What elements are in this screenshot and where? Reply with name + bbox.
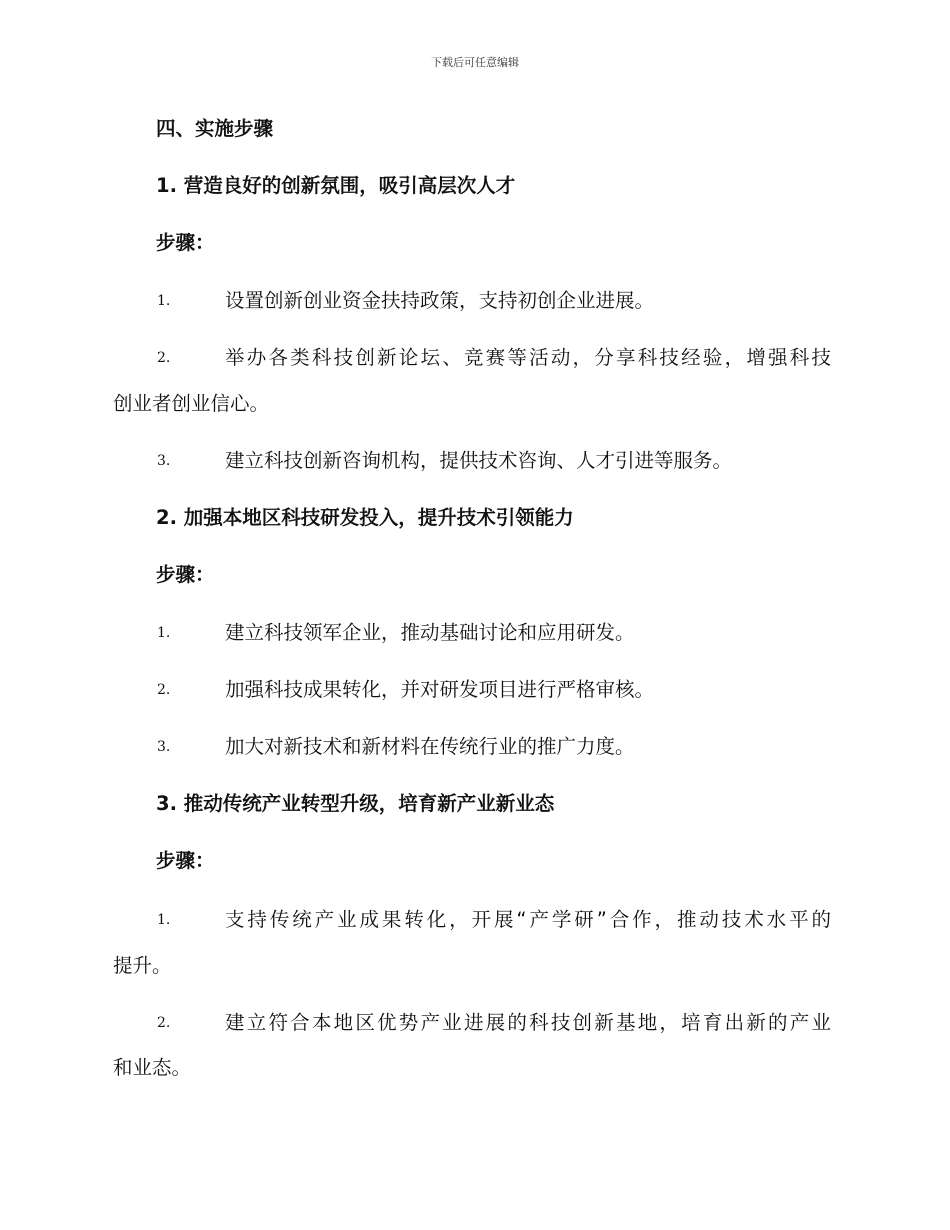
page-header: 下载后可任意编辑 [431,56,519,69]
steps-label: 步骤： [156,231,215,254]
list-item-number: 2. [157,1015,171,1031]
list-item-number: 2. [157,682,171,698]
steps-label: 步骤： [156,849,215,872]
list-item-continuation: 创业者创业信心。 [113,392,270,415]
list-item-number: 3. [157,739,171,755]
list-item-number: 1. [157,912,171,928]
list-item-text: 加大对新技术和新材料在传统行业的推广力度。 [225,735,635,758]
list-item-continuation: 和业态。 [113,1056,192,1079]
list-item-text: 加强科技成果转化，并对研发项目进行严格审核。 [225,678,655,701]
list-item-text: 建立科技领军企业，推动基础讨论和应用研发。 [225,621,635,644]
list-item-text: 设置创新创业资金扶持政策，支持初创企业进展。 [225,289,655,312]
subsection-heading-1: 1. 营造良好的创新氛围，吸引高层次人才 [156,174,516,197]
list-item-continuation: 提升。 [113,954,172,977]
list-item-number: 2. [157,350,171,366]
subsection-heading-2: 2. 加强本地区科技研发投入，提升技术引领能力 [156,506,574,529]
steps-label: 步骤： [156,563,215,586]
list-item-number: 1. [157,625,171,641]
list-item-text: 支持传统产业成果转化，开展“产学研”合作，推动技术水平的 [225,908,831,931]
list-item-number: 3. [157,453,171,469]
section-title: 四、实施步骤 [156,117,274,140]
list-item-text: 举办各类科技创新论坛、竞赛等活动，分享科技经验，增强科技 [225,346,831,369]
list-item-text: 建立科技创新咨询机构，提供技术咨询、人才引进等服务。 [225,449,733,472]
subsection-heading-3: 3. 推动传统产业转型升级，培育新产业新业态 [156,792,555,815]
list-item-text: 建立符合本地区优势产业进展的科技创新基地，培育出新的产业 [225,1011,831,1034]
list-item-number: 1. [157,293,171,309]
